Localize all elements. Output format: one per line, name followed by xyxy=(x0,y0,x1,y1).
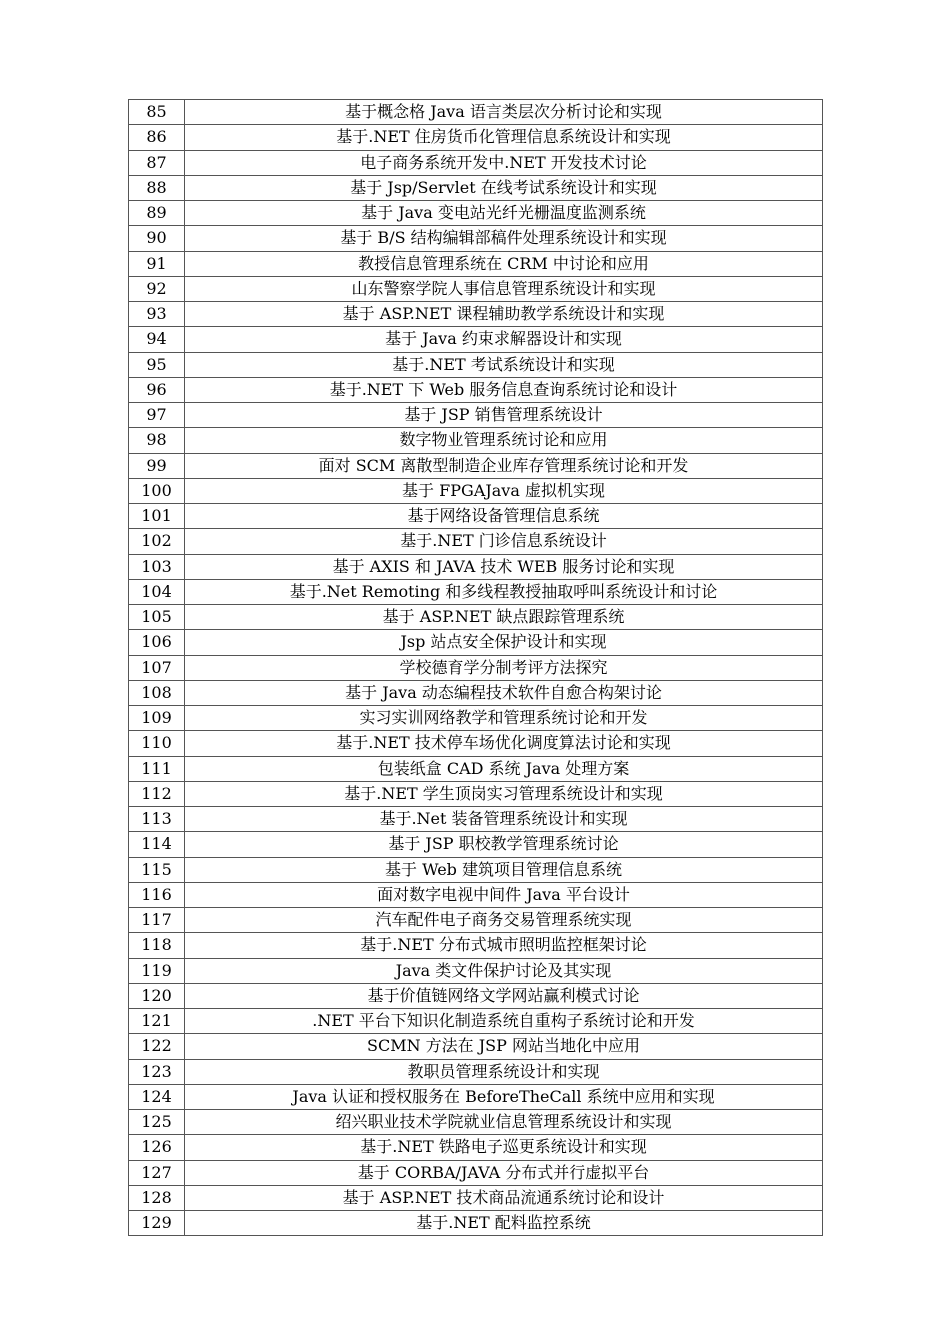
row-number: 103 xyxy=(129,554,185,579)
row-number: 87 xyxy=(129,150,185,175)
table-row xyxy=(129,579,823,604)
row-number: 112 xyxy=(129,781,185,806)
table-row xyxy=(129,807,823,832)
row-title: .NET 平台下知识化制造系统自重构子系统讨论和开发 xyxy=(185,1009,823,1034)
row-title: 包装纸盒 CAD 系统 Java 处理方案 xyxy=(185,756,823,781)
table-row xyxy=(129,327,823,352)
row-number: 106 xyxy=(129,630,185,655)
row-number: 119 xyxy=(129,958,185,983)
row-title: 基于.NET 考试系统设计和实现 xyxy=(185,352,823,377)
table-row xyxy=(129,226,823,251)
table-row xyxy=(129,655,823,680)
table-row xyxy=(129,1034,823,1059)
row-number: 85 xyxy=(129,100,185,125)
row-number: 113 xyxy=(129,807,185,832)
topic-table-body xyxy=(129,100,823,1236)
row-number: 102 xyxy=(129,529,185,554)
row-title: 基于 Web 建筑项目管理信息系统 xyxy=(185,857,823,882)
table-row xyxy=(129,201,823,226)
row-title: 教职员管理系统设计和实现 xyxy=(185,1059,823,1084)
row-title: 基于 JSP 职校教学管理系统讨论 xyxy=(185,832,823,857)
table-row xyxy=(129,478,823,503)
row-title: 基于.Net Remoting 和多线程教授抽取呼叫系统设计和讨论 xyxy=(185,579,823,604)
row-title: 基于.NET 住房货币化管理信息系统设计和实现 xyxy=(185,125,823,150)
row-number: 114 xyxy=(129,832,185,857)
row-title: 基于 Jsp/Servlet 在线考试系统设计和实现 xyxy=(185,175,823,200)
table-row xyxy=(129,100,823,125)
row-number: 117 xyxy=(129,908,185,933)
row-number: 101 xyxy=(129,504,185,529)
row-number: 128 xyxy=(129,1185,185,1210)
row-title: 基于.NET 门诊信息系统设计 xyxy=(185,529,823,554)
row-title: 基于 ASP.NET 技术商品流通系统讨论和设计 xyxy=(185,1185,823,1210)
row-number: 109 xyxy=(129,706,185,731)
table-row xyxy=(129,958,823,983)
row-number: 94 xyxy=(129,327,185,352)
row-title: Java 认证和授权服务在 BeforeTheCall 系统中应用和实现 xyxy=(185,1084,823,1109)
row-number: 110 xyxy=(129,731,185,756)
row-number: 125 xyxy=(129,1110,185,1135)
row-title: 基于 FPGAJava 虚拟机实现 xyxy=(185,478,823,503)
table-row xyxy=(129,908,823,933)
row-number: 96 xyxy=(129,377,185,402)
table-row xyxy=(129,1211,823,1236)
row-title: 基于.NET 学生顶岗实习管理系统设计和实现 xyxy=(185,781,823,806)
table-row xyxy=(129,352,823,377)
row-title: 绍兴职业技术学院就业信息管理系统设计和实现 xyxy=(185,1110,823,1135)
table-row xyxy=(129,529,823,554)
row-number: 105 xyxy=(129,605,185,630)
row-number: 126 xyxy=(129,1135,185,1160)
table-row xyxy=(129,933,823,958)
table-row xyxy=(129,251,823,276)
row-title: 基于 B/S 结构编辑部稿件处理系统设计和实现 xyxy=(185,226,823,251)
row-number: 95 xyxy=(129,352,185,377)
table-row xyxy=(129,882,823,907)
row-title: 基于 Java 变电站光纤光栅温度监测系统 xyxy=(185,201,823,226)
row-number: 91 xyxy=(129,251,185,276)
row-number: 90 xyxy=(129,226,185,251)
row-number: 121 xyxy=(129,1009,185,1034)
table-row xyxy=(129,403,823,428)
row-title: 基于.Net 装备管理系统设计和实现 xyxy=(185,807,823,832)
table-row xyxy=(129,832,823,857)
row-title: 山东警察学院人事信息管理系统设计和实现 xyxy=(185,276,823,301)
row-number: 108 xyxy=(129,680,185,705)
row-title: 数字物业管理系统讨论和应用 xyxy=(185,428,823,453)
table-row xyxy=(129,1009,823,1034)
row-title: 基于 ASP.NET 课程辅助教学系统设计和实现 xyxy=(185,302,823,327)
row-title: 基于 AXIS 和 JAVA 技术 WEB 服务讨论和实现 xyxy=(185,554,823,579)
row-number: 120 xyxy=(129,983,185,1008)
row-number: 97 xyxy=(129,403,185,428)
row-title: Java 类文件保护讨论及其实现 xyxy=(185,958,823,983)
table-row xyxy=(129,781,823,806)
row-number: 111 xyxy=(129,756,185,781)
table-row xyxy=(129,1160,823,1185)
table-row xyxy=(129,125,823,150)
table-row xyxy=(129,428,823,453)
topic-table xyxy=(128,99,823,1236)
row-number: 124 xyxy=(129,1084,185,1109)
row-number: 116 xyxy=(129,882,185,907)
table-row xyxy=(129,680,823,705)
row-title: 汽车配件电子商务交易管理系统实现 xyxy=(185,908,823,933)
row-title: 基于价值链网络文学网站赢利模式讨论 xyxy=(185,983,823,1008)
table-row xyxy=(129,1059,823,1084)
row-title: 学校德育学分制考评方法探究 xyxy=(185,655,823,680)
table-row xyxy=(129,756,823,781)
row-number: 123 xyxy=(129,1059,185,1084)
row-title: 教授信息管理系统在 CRM 中讨论和应用 xyxy=(185,251,823,276)
table-row xyxy=(129,504,823,529)
table-row xyxy=(129,605,823,630)
row-number: 122 xyxy=(129,1034,185,1059)
row-title: 基于.NET 配料监控系统 xyxy=(185,1211,823,1236)
row-number: 86 xyxy=(129,125,185,150)
row-number: 99 xyxy=(129,453,185,478)
row-title: 基于.NET 铁路电子巡更系统设计和实现 xyxy=(185,1135,823,1160)
row-number: 115 xyxy=(129,857,185,882)
table-row xyxy=(129,1135,823,1160)
row-number: 93 xyxy=(129,302,185,327)
table-row xyxy=(129,630,823,655)
row-number: 127 xyxy=(129,1160,185,1185)
row-number: 89 xyxy=(129,201,185,226)
row-number: 118 xyxy=(129,933,185,958)
row-number: 129 xyxy=(129,1211,185,1236)
row-title: 面对数字电视中间件 Java 平台设计 xyxy=(185,882,823,907)
table-row xyxy=(129,1110,823,1135)
row-title: Jsp 站点安全保护设计和实现 xyxy=(185,630,823,655)
row-title: 电子商务系统开发中.NET 开发技术讨论 xyxy=(185,150,823,175)
row-title: 基于 JSP 销售管理系统设计 xyxy=(185,403,823,428)
table-row xyxy=(129,377,823,402)
row-title: 面对 SCM 离散型制造企业库存管理系统讨论和开发 xyxy=(185,453,823,478)
row-title: 基于 CORBA/JAVA 分布式并行虚拟平台 xyxy=(185,1160,823,1185)
row-number: 92 xyxy=(129,276,185,301)
row-number: 98 xyxy=(129,428,185,453)
row-title: 基于.NET 技术停车场优化调度算法讨论和实现 xyxy=(185,731,823,756)
row-number: 88 xyxy=(129,175,185,200)
table-row xyxy=(129,1084,823,1109)
table-row xyxy=(129,276,823,301)
table-row xyxy=(129,554,823,579)
row-title: 基于.NET 分布式城市照明监控框架讨论 xyxy=(185,933,823,958)
row-title: SCMN 方法在 JSP 网站当地化中应用 xyxy=(185,1034,823,1059)
row-title: 基于 Java 约束求解器设计和实现 xyxy=(185,327,823,352)
table-row xyxy=(129,175,823,200)
row-title: 基于网络设备管理信息系统 xyxy=(185,504,823,529)
table-row xyxy=(129,150,823,175)
row-number: 100 xyxy=(129,478,185,503)
table-row xyxy=(129,706,823,731)
table-row xyxy=(129,731,823,756)
row-title: 基于.NET 下 Web 服务信息查询系统讨论和设计 xyxy=(185,377,823,402)
row-number: 104 xyxy=(129,579,185,604)
row-title: 基于 Java 动态编程技术软件自愈合构架讨论 xyxy=(185,680,823,705)
row-title: 基于 ASP.NET 缺点跟踪管理系统 xyxy=(185,605,823,630)
table-row xyxy=(129,453,823,478)
table-row xyxy=(129,857,823,882)
row-title: 基于概念格 Java 语言类层次分析讨论和实现 xyxy=(185,100,823,125)
table-row xyxy=(129,983,823,1008)
row-number: 107 xyxy=(129,655,185,680)
table-row xyxy=(129,302,823,327)
row-title: 实习实训网络教学和管理系统讨论和开发 xyxy=(185,706,823,731)
table-row xyxy=(129,1185,823,1210)
